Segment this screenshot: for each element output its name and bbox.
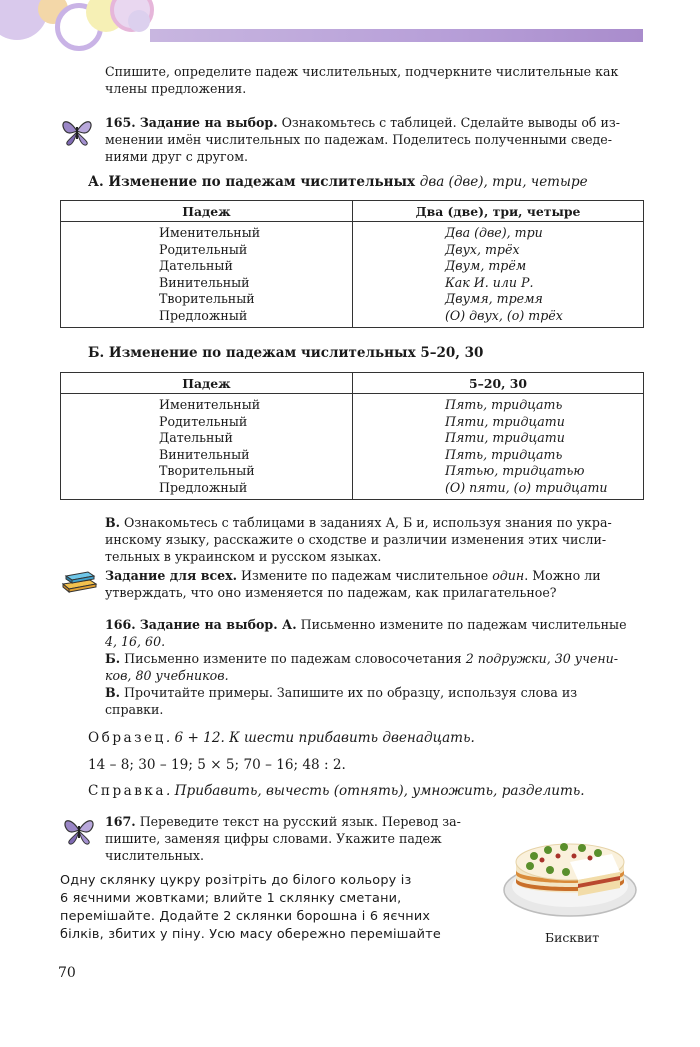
- table-b: [60, 372, 644, 500]
- sample-text: . 6 + 12. К шести прибавить двенадцать.: [165, 730, 475, 746]
- table-a: [60, 200, 644, 328]
- text-line: 4, 16, 60.: [105, 634, 166, 649]
- sample-line: [88, 730, 475, 746]
- page-number: 70: [58, 965, 76, 981]
- case-name: Винительный: [159, 274, 250, 290]
- exercise-number: 166.: [105, 617, 136, 632]
- case-column: [61, 222, 353, 328]
- task-label: Задание для всех.: [105, 568, 238, 583]
- task-for-all: [105, 567, 601, 601]
- part-label: Б.: [105, 651, 121, 666]
- exercise-number: 165.: [105, 115, 136, 130]
- table-header-case: Падеж: [61, 201, 353, 222]
- case-name: Родительный: [159, 241, 248, 257]
- highlight-word: один: [492, 568, 525, 583]
- examples-line: 14 – 8; 30 – 19; 5 × 5; 70 – 16; 48 : 2.: [88, 757, 346, 773]
- text-line: пишите, заменяя цифры словами. Укажите падеж: [105, 831, 442, 846]
- text-line: білків, збитих у піну. Усю масу обережно перемішайте: [60, 927, 441, 942]
- section-b-heading: Б. Изменение по падежам числительных 5–20, 30: [88, 345, 484, 361]
- numeral-form: Пять, тридцать: [445, 397, 563, 412]
- table-header-case: Падеж: [61, 373, 353, 394]
- numeral-form: Два (две), три: [445, 225, 543, 240]
- text-line: Прочитайте примеры. Запишите их по образцу, используя слова из: [120, 685, 578, 700]
- case-name: Именительный: [159, 397, 261, 412]
- form-column: [353, 222, 644, 328]
- numeral-form: Как И. или Р.: [445, 274, 534, 290]
- numeral-form: Двух, трёх: [445, 241, 520, 257]
- text-line: менении имён числительных по падежам. Поделитесь полученными сведе-: [105, 132, 612, 147]
- table-header-form: Два (две), три, четыре: [353, 201, 644, 222]
- decor-circle: [128, 10, 150, 32]
- numeral-form: Двумя, тремя: [445, 291, 543, 307]
- text-line: Одну склянку цукру розітріть до білого кольору із: [60, 873, 412, 888]
- phrase: 2 подружки, 30 учени-: [465, 651, 619, 666]
- part-label: В.: [105, 685, 121, 700]
- case-name: Дательный: [159, 430, 233, 446]
- case-name: Родительный: [159, 413, 248, 429]
- exercise-title: Задание на выбор. А.: [139, 617, 297, 632]
- text-line: Измените по падежам числительное: [237, 568, 493, 583]
- text-line: утверждать, что оно изменяется по падежам, как прилагательное?: [105, 585, 557, 600]
- exercise-166: [105, 616, 627, 718]
- table-header-form: 5–20, 30: [353, 373, 644, 394]
- part-v-paragraph: [105, 514, 612, 565]
- reference-label: Справка: [88, 783, 167, 799]
- part-label: В.: [105, 515, 121, 530]
- butterfly-icon: [60, 814, 98, 846]
- exercise-167: [105, 813, 461, 864]
- header-decoration: [0, 0, 700, 48]
- text-line: 6 яєчними жовтками; влийте 1 склянку сметани,: [60, 891, 402, 906]
- exercise-title: Задание на выбор.: [139, 115, 278, 130]
- intro-paragraph: [105, 63, 618, 97]
- phrase: ков, 80 учебников.: [105, 668, 229, 683]
- case-name: Дательный: [159, 258, 233, 274]
- text-line: Ознакомьтесь с таблицами в заданиях А, Б и, используя знания по укра-: [120, 515, 612, 530]
- text-line: справки.: [105, 702, 164, 717]
- case-name: Предложный: [159, 307, 248, 323]
- text-line: перемішайте. Додайте 2 склянки борошна і 6 яєчних: [60, 909, 431, 924]
- header-bar: [150, 29, 643, 42]
- numeral-form: (О) пяти, (о) тридцати: [445, 479, 608, 495]
- text-line: Ознакомьтесь с таблицей. Сделайте выводы об из-: [277, 115, 621, 130]
- text-line: Переведите текст на русский язык. Перевод за-: [135, 814, 461, 829]
- case-name: Творительный: [159, 291, 255, 307]
- numeral-form: Пятью, тридцатью: [445, 463, 585, 479]
- text-line: . Можно ли: [524, 568, 601, 583]
- sample-label: Образец: [88, 730, 166, 746]
- image-caption: Бисквит: [545, 930, 600, 945]
- reference-line: [88, 783, 585, 799]
- case-column: [61, 394, 353, 500]
- heading-words: два (две), три, четыре: [419, 174, 588, 190]
- text-line: инскому языку, расскажите о сходстве и различии изменения этих числи-: [105, 532, 607, 547]
- case-name: Именительный: [159, 225, 261, 240]
- cake-image: [500, 820, 640, 920]
- text-line: Спишите, определите падеж числительных, подчеркните числительные как: [105, 64, 619, 79]
- numeral-form: (О) двух, (о) трёх: [445, 307, 563, 323]
- text-line: члены предложения.: [105, 81, 247, 96]
- ukrainian-text: [60, 872, 441, 944]
- form-column: [353, 394, 644, 500]
- case-name: Предложный: [159, 479, 248, 495]
- exercise-165: [105, 114, 620, 165]
- case-name: Творительный: [159, 463, 255, 479]
- numeral-form: Пять, тридцать: [445, 446, 563, 462]
- heading-text: А. Изменение по падежам числительных: [88, 174, 420, 190]
- exercise-number: 167.: [105, 814, 136, 829]
- text-line: ниями друг с другом.: [105, 149, 249, 164]
- reference-text: . Прибавить, вычесть (отнять), умножить, разделить.: [166, 783, 585, 799]
- text-line: Письменно измените по падежам словосочетания: [120, 651, 466, 666]
- numeral-form: Двум, трём: [445, 258, 527, 274]
- books-icon: [60, 566, 98, 594]
- section-a-heading: [88, 174, 588, 190]
- text-line: тельных в украинском и русском языках.: [105, 549, 382, 564]
- numeral-form: Пяти, тридцати: [445, 430, 565, 446]
- text-line: числительных.: [105, 848, 204, 863]
- text-line: Письменно измените по падежам числительные: [296, 617, 627, 632]
- numeral-form: Пяти, тридцати: [445, 413, 565, 429]
- case-name: Винительный: [159, 446, 250, 462]
- butterfly-icon: [58, 115, 96, 147]
